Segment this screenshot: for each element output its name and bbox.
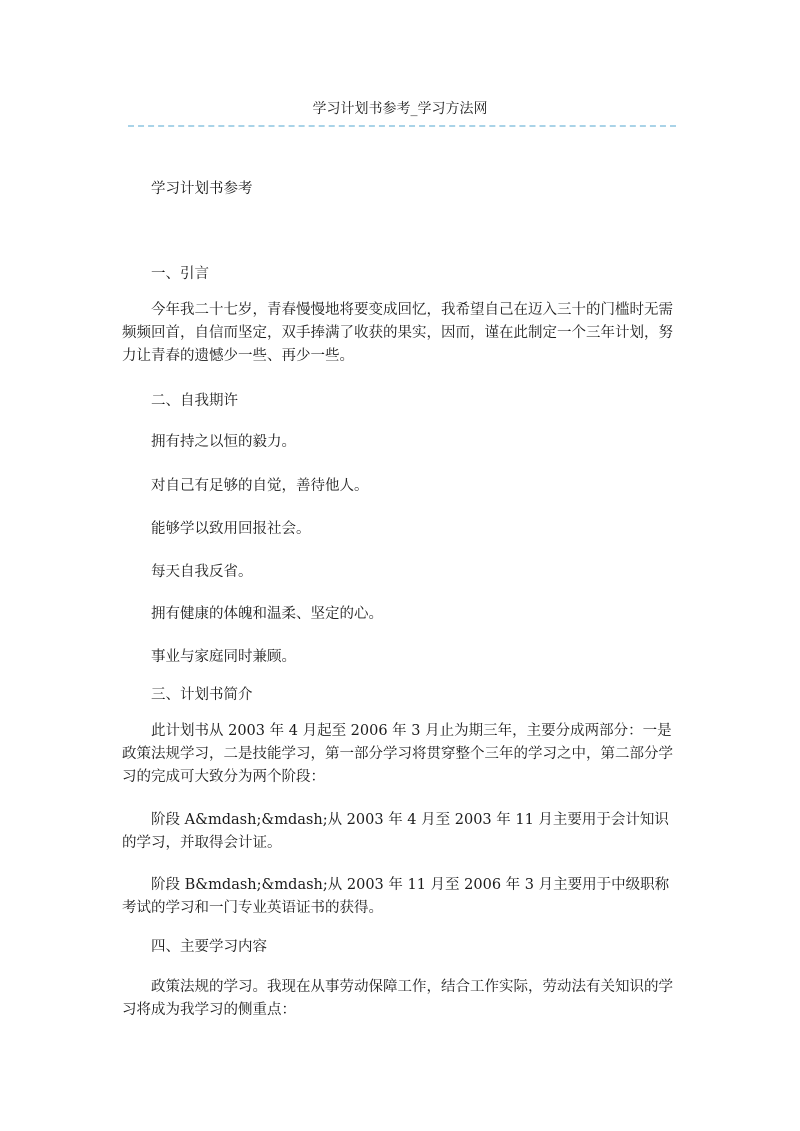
main-content-paragraph: 政策法规的学习。我现在从事劳动保障工作，结合工作实际，劳动法有关知识的学习将成为我学习的侧重点： [122, 979, 673, 1018]
section-heading-self-expectation: 二、自我期许 [151, 393, 238, 409]
stage-a-paragraph: 阶段 A&mdash;&mdash;从 2003 年 4 月至 2003 年 11 月主要用于会计知识的学习，并取得会计证。 [122, 812, 669, 851]
expectation-item: 每天自我反省。 [151, 564, 253, 580]
header-divider [128, 125, 676, 127]
section-heading-main-content: 四、主要学习内容 [151, 939, 267, 955]
stage-b-paragraph: 阶段 B&mdash;&mdash;从 2003 年 11 月至 2006 年 3 月主要用于中级职称考试的学习和一门专业英语证书的获得。 [122, 877, 670, 916]
expectation-item: 拥有健康的体魄和温柔、坚定的心。 [151, 606, 383, 622]
document-title: 学习计划书参考 [151, 181, 253, 197]
expectation-item: 事业与家庭同时兼顾。 [151, 649, 296, 665]
section-heading-plan-intro: 三、计划书简介 [151, 687, 253, 703]
intro-paragraph: 今年我二十七岁，青春慢慢地将要变成回忆，我希望自己在迈入三十的门槛时无需频频回首，自信而坚定，双手捧满了收获的果实，因而，谨在此制定一个三年计划，努力让青春的遗憾少一些、再少一些。 [122, 302, 673, 364]
expectation-item: 对自己有足够的自觉，善待他人。 [151, 478, 369, 494]
expectation-item: 能够学以致用回报社会。 [151, 521, 311, 537]
section-heading-intro: 一、引言 [151, 266, 209, 282]
plan-intro-paragraph: 此计划书从 2003 年 4 月起至 2006 年 3 月止为期三年，主要分成两部分：一是政策法规学习，二是技能学习，第一部分学习将贯穿整个三年的学习之中，第二部分学习的完成可大致分为两个阶段： [122, 723, 673, 785]
page-header-title: 学习计划书参考_学习方法网 [312, 101, 488, 117]
expectation-item: 拥有持之以恒的毅力。 [151, 434, 296, 450]
